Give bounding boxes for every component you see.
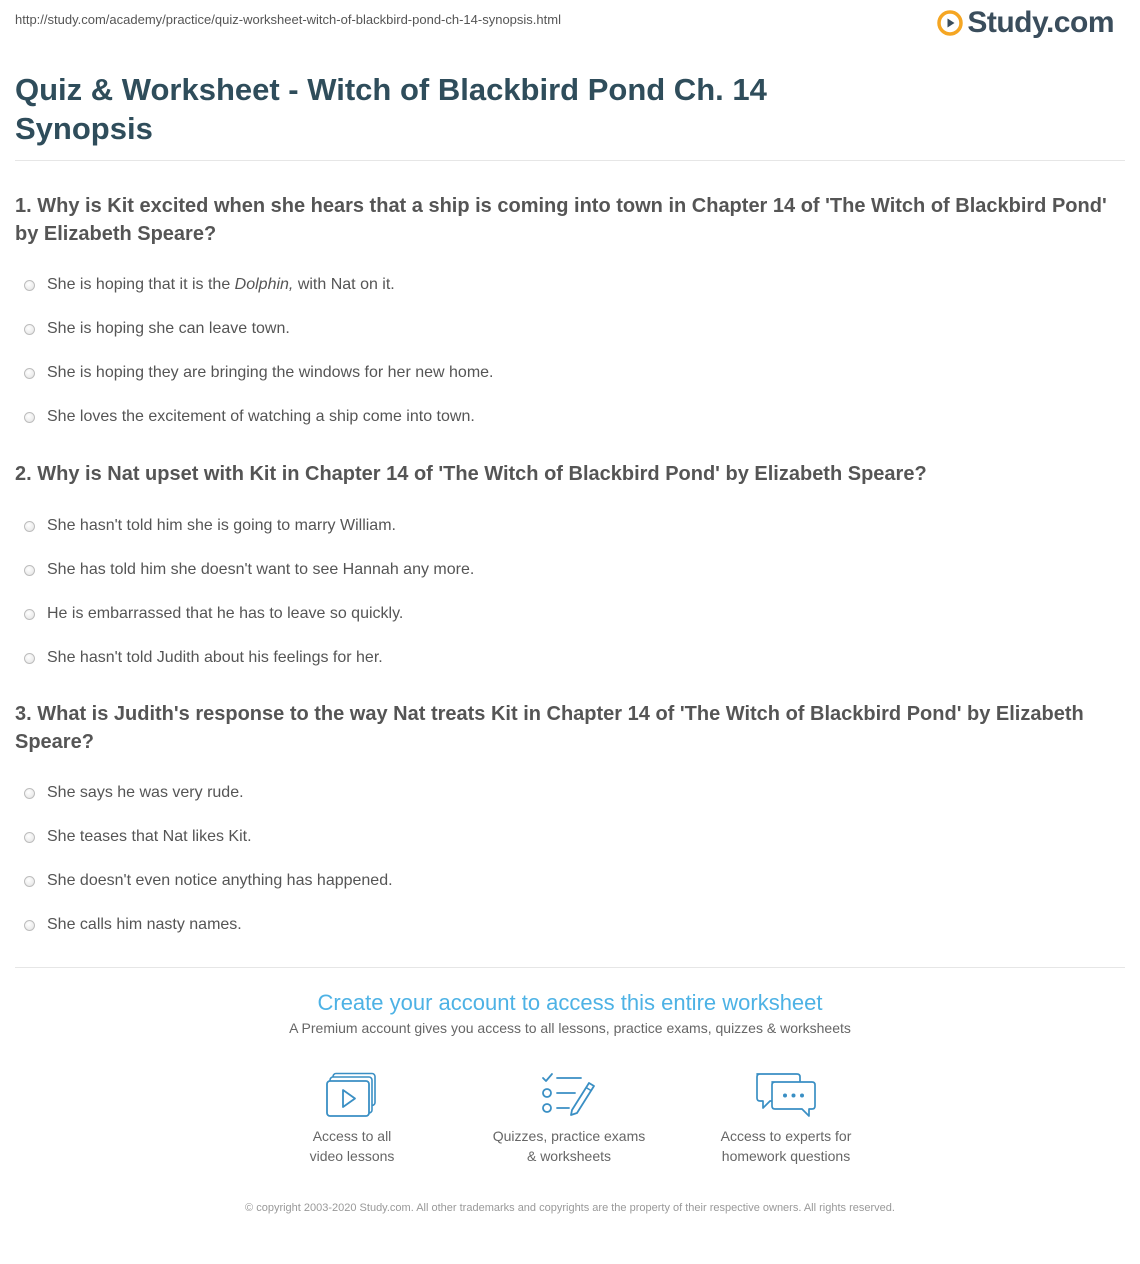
copyright-notice: © copyright 2003-2020 Study.com. All other trademarks and copyrights are the property of their respective owners. All rights reserved. xyxy=(245,1202,895,1214)
radio-button-icon[interactable] xyxy=(24,788,35,799)
radio-button-icon[interactable] xyxy=(24,565,35,576)
answer-option[interactable] xyxy=(15,771,1125,815)
answer-text: She hasn't told him she is going to marry William. xyxy=(47,517,396,534)
page-title: Quiz & Worksheet - Witch of Blackbird Pond Ch. 14 Synopsis xyxy=(15,72,767,146)
answer-text: She is hoping they are bringing the windows for her new home. xyxy=(47,364,494,381)
answer-text: She teases that Nat likes Kit. xyxy=(47,828,252,845)
answer-text: She doesn't even notice anything has happened. xyxy=(47,872,393,889)
chat-bubbles-icon xyxy=(754,1072,818,1118)
play-circle-icon xyxy=(937,10,963,36)
feature-quizzes xyxy=(469,1072,669,1166)
answer-option[interactable] xyxy=(15,351,1125,395)
answer-text: She calls him nasty names. xyxy=(47,916,242,933)
answer-option[interactable] xyxy=(15,592,1125,636)
video-lessons-icon xyxy=(326,1072,378,1118)
answer-text: She has told him she doesn't want to see Hannah any more. xyxy=(47,561,475,578)
answer-option[interactable] xyxy=(15,815,1125,859)
create-account-link[interactable]: Create your account to access this entire worksheet xyxy=(317,990,823,1015)
answer-text: She loves the excitement of watching a ship come into town. xyxy=(47,408,475,425)
radio-button-icon[interactable] xyxy=(24,653,35,664)
answer-options xyxy=(15,771,1125,947)
feature-label: Quizzes, practice exams & worksheets xyxy=(492,1128,646,1164)
answer-text: He is embarrassed that he has to leave so quickly. xyxy=(47,605,404,622)
answer-option[interactable] xyxy=(15,859,1125,903)
logo-text: Study.com xyxy=(967,6,1114,39)
radio-button-icon[interactable] xyxy=(24,280,35,291)
feature-label: Access to all video lessons xyxy=(309,1128,395,1164)
question-text: 3. What is Judith's response to the way Nat treats Kit in Chapter 14 of 'The Witch of Blackbird Pond' by Elizabeth Speare? xyxy=(15,703,1084,753)
cta-subtitle: A Premium account gives you access to all lessons, practice exams, quizzes & worksheets xyxy=(289,1020,851,1036)
radio-button-icon[interactable] xyxy=(24,832,35,843)
answer-text: She hasn't told Judith about his feelings for her. xyxy=(47,649,383,666)
quiz-checklist-icon xyxy=(541,1072,597,1118)
question-text: 1. Why is Kit excited when she hears that a ship is coming into town in Chapter 14 of 'The Witch of Blackbird Pond' by Elizabeth Speare? xyxy=(15,195,1107,245)
answer-options xyxy=(15,263,1125,439)
question-2 xyxy=(15,460,1125,680)
answer-option[interactable] xyxy=(15,307,1125,351)
answer-options xyxy=(15,504,1125,680)
answer-option[interactable] xyxy=(15,504,1125,548)
answer-option[interactable] xyxy=(15,548,1125,592)
radio-button-icon[interactable] xyxy=(24,609,35,620)
study-logo[interactable] xyxy=(937,6,1114,40)
premium-cta xyxy=(0,988,1140,1036)
answer-option[interactable] xyxy=(15,263,1125,307)
radio-button-icon[interactable] xyxy=(24,412,35,423)
question-3 xyxy=(15,700,1125,947)
title-divider xyxy=(15,160,1125,161)
answer-text: She says he was very rude. xyxy=(47,784,244,801)
top-bar xyxy=(0,0,1140,50)
answer-text: She is hoping that it is the Dolphin, with Nat on it. xyxy=(47,276,395,293)
feature-label: Access to experts for homework questions xyxy=(720,1128,852,1164)
answer-option[interactable] xyxy=(15,903,1125,947)
radio-button-icon[interactable] xyxy=(24,521,35,532)
answer-option[interactable] xyxy=(15,395,1125,439)
radio-button-icon[interactable] xyxy=(24,876,35,887)
cta-divider xyxy=(15,967,1125,968)
page-url: http://study.com/academy/practice/quiz-worksheet-witch-of-blackbird-pond-ch-14-synopsis.html xyxy=(15,12,561,27)
radio-button-icon[interactable] xyxy=(24,324,35,335)
question-text: 2. Why is Nat upset with Kit in Chapter 14 of 'The Witch of Blackbird Pond' by Elizabeth Speare? xyxy=(15,463,927,485)
answer-text: She is hoping she can leave town. xyxy=(47,320,290,337)
answer-option[interactable] xyxy=(15,636,1125,680)
feature-experts xyxy=(686,1072,886,1166)
feature-video-lessons xyxy=(252,1072,452,1166)
question-1 xyxy=(15,192,1125,439)
radio-button-icon[interactable] xyxy=(24,920,35,931)
radio-button-icon[interactable] xyxy=(24,368,35,379)
